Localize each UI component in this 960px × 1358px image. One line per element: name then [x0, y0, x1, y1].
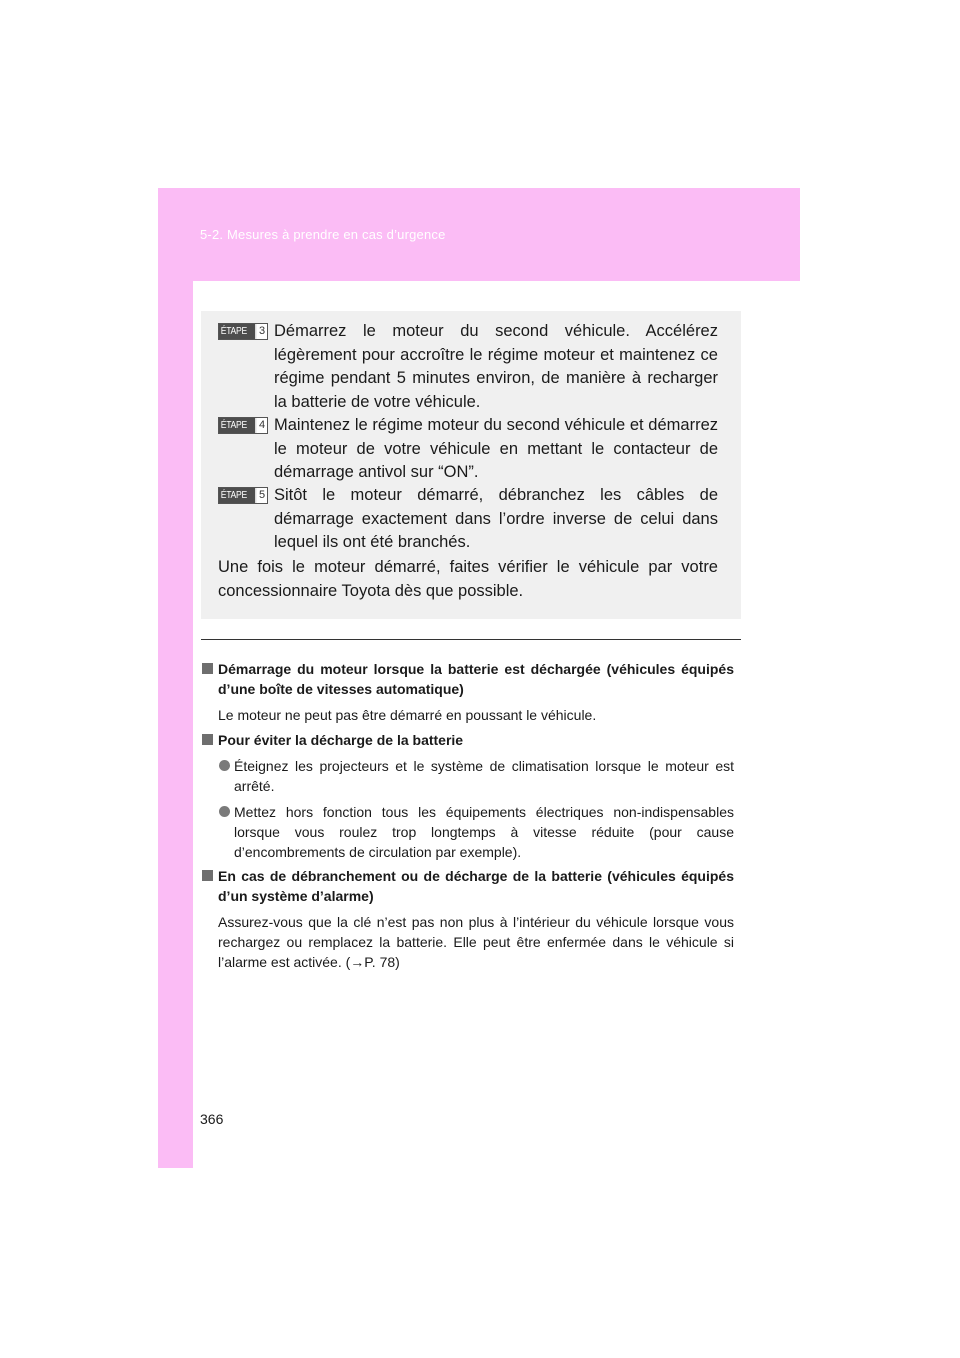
- step-4: [218, 414, 718, 485]
- section-header: 5-2. Mesures à prendre en cas d’urgence: [200, 227, 446, 242]
- list-item: [201, 802, 734, 862]
- section-title-text: Pour éviter la décharge de la batterie: [218, 732, 464, 748]
- page-number: 366: [200, 1111, 224, 1127]
- step-badge-label: ÉTAPE: [219, 488, 255, 503]
- step-badge: [218, 323, 268, 340]
- step-badge: [218, 487, 268, 504]
- step-badge-number: 4: [258, 419, 266, 431]
- section-alarm: [201, 866, 734, 972]
- section-title: [201, 866, 734, 906]
- section-battery-discharge: [201, 730, 734, 862]
- section-title: [201, 730, 734, 750]
- section-body: Le moteur ne peut pas être démarré en poussant le véhicule.: [218, 707, 597, 723]
- step-text: Maintenez le régime moteur du second véhicule et démarrez le moteur de votre véhicule en mettant le contacteur de démarrage antivol sur “ON”.: [274, 416, 718, 481]
- section-automatic-transmission: [201, 659, 734, 725]
- list-item: [201, 756, 734, 796]
- list-item-text: Éteignez les projecteurs et le système de climatisation lorsque le moteur est arrêté.: [234, 758, 734, 794]
- side-tab-strip: [158, 188, 193, 1168]
- section-title-text: En cas de débranchement ou de décharge de la batterie (véhicules équipés d’un système d’alarme): [218, 868, 734, 904]
- section-body: Assurez-vous que la clé n’est pas non plus à l’intérieur du véhicule lorsque vous rechargez ou remplacez la batterie. Elle peut être enfermée dans le véhicule si l’alarme est activée. (→P. 78): [218, 914, 734, 970]
- square-bullet-icon: [202, 870, 213, 881]
- step-5: [218, 484, 718, 555]
- step-badge-number: 5: [258, 489, 266, 501]
- box-note: Une fois le moteur démarré, faites vérifier le véhicule par votre concessionnaire Toyota dès que possible.: [218, 558, 718, 600]
- step-text: Sitôt le moteur démarré, débranchez les câbles de démarrage exactement dans l’ordre inverse de celui dans lequel ils ont été branchés.: [274, 486, 718, 551]
- step-badge-label: ÉTAPE: [219, 418, 255, 433]
- square-bullet-icon: [202, 734, 213, 745]
- section-title: [201, 659, 734, 699]
- step-text: Démarrez le moteur du second véhicule. Accélérez légèrement pour accroître le régime moteur et maintenez ce régime pendant 5 minutes environ, de manière à recharger la batterie de votre véhicule.: [274, 322, 718, 411]
- section-title-text: Démarrage du moteur lorsque la batterie est déchargée (véhicules équipés d’une boîte de vitesses automatique): [218, 661, 734, 697]
- circle-bullet-icon: [219, 760, 230, 771]
- list-item-text: Mettez hors fonction tous les équipements électriques non-indispensables lorsque vous roulez trop longtemps à vitesse réduite (pour cause d’encombrements de circulation par exemple).: [234, 804, 734, 860]
- step-3: [218, 320, 718, 414]
- divider: [201, 639, 741, 640]
- square-bullet-icon: [202, 663, 213, 674]
- circle-bullet-icon: [219, 806, 230, 817]
- step-badge-number: 3: [258, 325, 266, 337]
- step-badge-label: ÉTAPE: [219, 324, 255, 339]
- step-badge: [218, 417, 268, 434]
